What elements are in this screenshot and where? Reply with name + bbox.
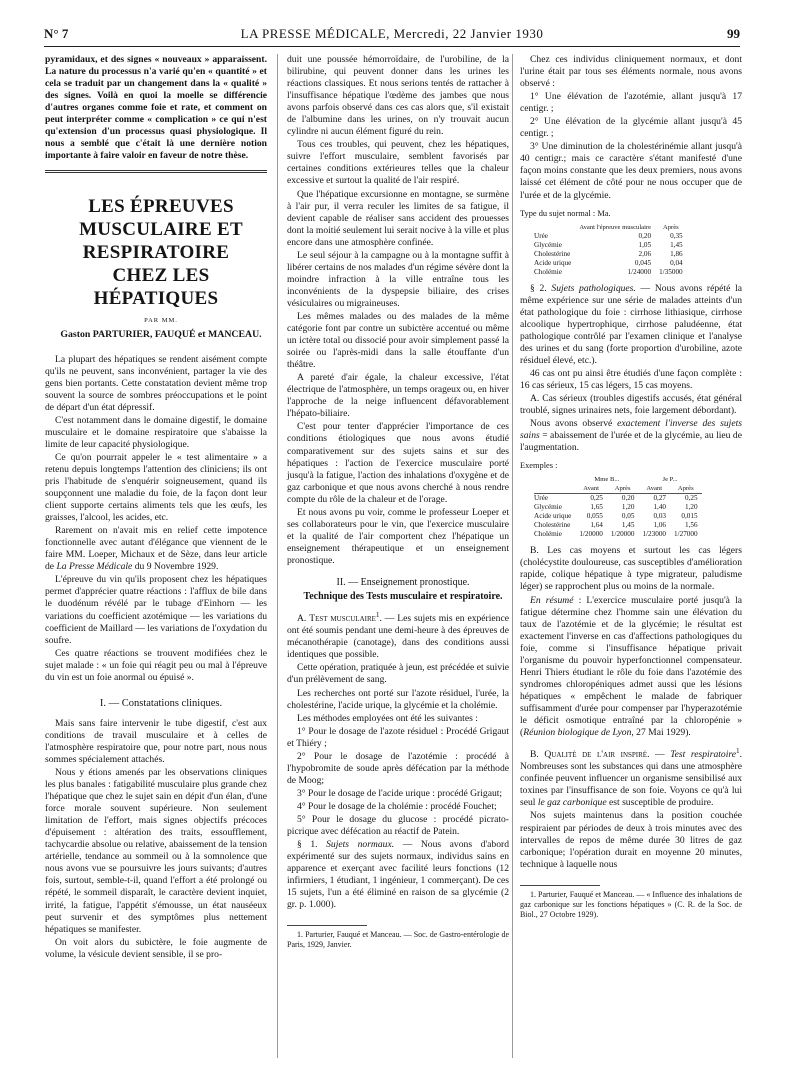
list-item: 1° Pour le dosage de l'azote résiduel : Procédé Grigaut et Thiéry ; <box>287 725 509 749</box>
table-row: Cholestérine 1,64 1,45 1,06 1,56 <box>534 521 698 530</box>
table-header: Avant <box>575 484 607 494</box>
table-row: Acide urique 0,055 0,05 0,03 0,015 <box>534 512 698 521</box>
paragraph: Ces quatre réactions se trouvent modifiées chez le sujet malade : « un foie qui réagit peu ou mal à l'épreuve du vin est un foie anormal ou épuisé ». <box>45 647 267 683</box>
column-1 <box>45 54 267 962</box>
column-rule-left <box>277 54 278 1058</box>
table-row: Acide urique 0,045 0,04 <box>534 258 683 267</box>
article-title-line-2: MUSCULAIRE ET RESPIRATOIRE <box>79 219 243 264</box>
list-item: 1° Une élévation de l'azotémie, allant jusqu'à 17 centigr. ; <box>520 91 742 115</box>
intro-paragraph: pyramidaux, et des signes « nouveaux » apparaissent. La nature du processus n'a varié qu'en « quantité » et cela se traduit par un changement dans la « qualité » des signes. Voilà en quoi la moelle se différencie d'autres organes comme foie et rate, et comment on peut interpréter comme « complication » ce qui n'est qu'extension d'un processus quasi physiologique. Il nous a semblé que c'était là une dernière notion importante à faire valoir en faveur de notre thèse. <box>45 54 267 162</box>
paragraph: Chez ces individus cliniquement normaux, et dont l'urine était par tous ses éléments normale, nous avons observé : <box>520 54 742 90</box>
article-title-line-3: CHEZ LES HÉPATIQUES <box>93 265 219 310</box>
list-item: 2° Pour le dosage de l'azotémie : procédé à l'hypobromite de soude après défécation par la méthode de Moog; <box>287 750 509 786</box>
paragraph: A. Cas sérieux (troubles digestifs accusés, état général troublé, signes urinaires nets, foie largement débordant). <box>520 393 742 417</box>
table-row: Cholestérine 2,06 1,86 <box>534 249 683 258</box>
table-caption: Exemples : <box>520 461 558 471</box>
column-2 <box>287 54 509 950</box>
paragraph: Que l'hépatique excursionne en montagne, se surmène à l'air pur, il verra reculer les limites de sa fatigue, il devient capable de réaliser sans accident des prouesses dont la moitié seulement lui serait nocive à la ville et plus encore dans une atmosphère confinée. <box>287 188 509 248</box>
page-number: 99 <box>727 26 740 41</box>
table-header: Après <box>662 223 679 231</box>
paragraph: Mais sans faire intervenir le tube digestif, c'est aux conditions de travail musculaire et à celles de l'atmosphère respiratoire que, pour notre part, nous nous sommes spécialement attachés. <box>45 717 267 765</box>
table-header: Après <box>670 484 702 494</box>
table-group-header: Mme B... <box>594 476 620 484</box>
list-item: 4° Pour le dosage de la cholémie : procédé Fouchet; <box>297 800 497 812</box>
paragraph: Les recherches ont porté sur l'azote résiduel, l'urée, la cholestérine, l'acide urique, la glycémie et la cholémie. <box>287 687 509 711</box>
issue-number: N° 7 <box>44 26 69 41</box>
paragraph: L'épreuve du vin qu'ils proposent chez les hépatiques permet d'apprécier quatre réactions : l'afflux de bile dans le duodénum révélé par le tubage d'Einhorn — les variations du coefficient azotémique — les variations du coefficient de Maillard — les variations de l'oxydation du soufre. <box>45 574 267 646</box>
list-item: 3° Une diminution de la cholestérinémie allant jusqu'à 40 centigr.; mais ce caractère s'étant manifesté d'une façon moins constante que les deux premiers, nous avons laissé cet élément de côté pour ne nous occuper que de l'urée et de la glycémie. <box>520 141 742 201</box>
paragraph: Rarement on n'avait mis en relief cette impotence fonctionnelle avec autant d'élégance que viennent de le faire MM. Loeper, Michaux et de Sèze, dans leur article de La Presse Médicale du 9 Novembre 1929. <box>45 525 267 573</box>
paragraph: B. Les cas moyens et surtout les cas légers (cholécystite douloureuse, cas susceptibles d'amélioration rapide, colique hépatique à type migrateur, paludisme léger) se rapprochent plus ou moins de la normale. <box>520 545 742 593</box>
paragraph: Et nous avons pu voir, comme le professeur Loeper et ses collaborateurs pour le vin, que l'exercice musculaire et la qualité de l'air comportent chez l'hépatique un enseignement thérapeutique et un enseignement pronostique. <box>287 506 509 566</box>
table-row: Cholémie 1/20000 1/20000 1/23000 1/27000 <box>534 530 698 539</box>
paragraph: Ce qu'on pourrait appeler le « test alimentaire » a retenu depuis longtemps l'attention des cliniciens; ils ont pris l'habitude de s'enquérir soigneusement, quand ils soupçonnent une maladie du foie, de la façon dont leur client supporte certains aliments tels que les œufs, les graisses, l'alcool, les acides, etc. <box>45 451 267 524</box>
footnote: 1. Parturier, Fauqué et Manceau. — « Influence des inhalations de gaz carbonique sur les fonctions hépatiques » (C. R. de la Soc. de Biol., 27 Octobre 1929). <box>520 889 742 919</box>
list-item: 5° Pour le dosage du glucose : procédé picrato-picrique avec défécation au réactif de Patein. <box>287 814 509 838</box>
paragraph: En résumé : L'exercice musculaire porté jusqu'à la fatigue détermine chez l'homme sain une élévation du taux de l'azotémie et de la glycémie; le résultat est exactement l'inverse en cas d'affections pathologiques du foie, comme si l'insuffisance hépatique privait l'organisme du pouvoir hyperfonctionnel compensateur. Henri Thiers étudiant le rôle du foie dans l'azotémie des syndromes chloropéniques admet aussi que les lésions hépatiques « empêchent le malade de fabriquer suffisamment d'urée pour compenser par l'hyperazotémie le déficit osmotique entraîné par la chloropénie » (Réunion biologique de Lyon, 27 Mai 1929). <box>520 594 742 739</box>
footnote-rule <box>520 885 600 886</box>
normal-subject-table <box>534 223 687 277</box>
paragraph: On voit alors du subictère, le foie augmente de volume, la vésicule devient sensible, il se pro- <box>45 936 267 960</box>
footnote-rule <box>287 925 367 926</box>
paragraph: C'est notamment dans le domaine digestif, le domaine musculaire et le domaine respiratoire que s'abaisse la limite de leur capacité physiologique. <box>45 414 267 450</box>
table-header: Avant <box>638 484 670 494</box>
byline-par: PAR MM. <box>144 317 178 325</box>
paragraph: B. Qualité de l'air inspiré. — Test respiratoire$^1$. Nombreuses sont les substances qui dans une atmosphère confinée peuvent influencer un organisme sensibilisé aux toxines par l'insuffisance de son foie. Voyons ce qu'à lui seul le gaz carbonique est susceptible de produire. <box>520 747 742 809</box>
table-header: Avant l'épreuve musculaire <box>579 223 652 231</box>
section-heading: I. — Constatations cliniques. <box>99 697 223 709</box>
table-row: Urée 0,25 0,20 0,27 0,25 <box>534 494 698 503</box>
page-header <box>44 24 740 44</box>
paragraph: A pareté d'air égale, la chaleur excessive, l'état électrique de l'atmosphère, un temps orageux ou, en hiver l'approche de la neige influencent défavorablement l'hépato-biliaire. <box>287 372 509 420</box>
footnote-marker: 1 <box>736 747 740 756</box>
table-header: Après <box>607 484 639 494</box>
paragraph: C'est pour tenter d'apprécier l'importance de ces conditions étiologiques que nous avons étudié comparativement sur des sujets sains et sur des hépatiques : l'action de l'exercice musculaire porté jusqu'à la fatigue, l'action des inhalations d'oxygène et de gaz carbonique et que nous avons cherché à nous rendre compte du rôle de la chaleur et de l'orage. <box>287 421 509 505</box>
list-item: 2° Une élévation de la glycémie allant jusqu'à 45 centigr. ; <box>520 116 742 140</box>
footnote-marker: 1 <box>375 611 380 620</box>
pathological-examples-table <box>534 475 702 539</box>
journal-reference: La Presse Médicale <box>56 561 133 573</box>
table-row: Urée 0,20 0,35 <box>534 231 683 240</box>
paragraph: Tous ces troubles, qui peuvent, chez les hépatiques, suivre l'effort musculaire, semblent favorisés par certaines conditions extérieures telles que la chaleur excessive et surtout la qualité de l'air respiré. <box>287 139 509 187</box>
section-subheading: Technique des Tests musculaire et respiratoire. <box>303 591 503 603</box>
paragraph: Nous avons observé exactement l'inverse des sujets sains = abaissement de l'urée et de la glycémie, au lieu de l'augmentation. <box>520 418 743 454</box>
column-3 <box>520 54 742 920</box>
authors: Gaston PARTURIER, FAUQUÉ et MANCEAU. <box>60 329 262 341</box>
section-heading: II. — Enseignement pronostique. <box>336 576 470 588</box>
paragraph: 46 cas ont pu ainsi être étudiés d'une façon complète : 16 cas sérieux, 15 cas légers, 15 cas moyens. <box>520 367 742 391</box>
paragraph: Nos sujets maintenus dans la position couchée respiraient par périodes de deux à trois minutes avec des intervalles de repos de même durée 30 litres de gaz carbonique; l'opération durait en moyenne 20 minutes, technique à laquelle nous <box>520 810 742 870</box>
paragraph: Cette opération, pratiquée à jeun, est précédée et suivie d'un prélèvement de sang. <box>287 662 509 686</box>
article-separator <box>45 170 267 173</box>
table-caption: Type du sujet normal : Ma. <box>520 208 611 218</box>
paragraph: Nous y étions amenés par les observations cliniques les plus banales : fatigabilité musculaire plus grande chez l'hépatique que chez le sujet sain en dépit d'un élan, d'une force morale souvent supérieure. Non seulement limitation de l'effort, mais signes objectifs précoces d'épuisement : altération des traits, essoufflement, tachycardie absolue ou relative, abaissement de la tension artérielle, tendance au sommeil ou à la somnolence que nous avons vue se poursuivre les jours suivants; d'autres fois, surtout, semble-t-il, quand l'effort a été prolongé ou répété, le sommeil disparaît, le caractère devient inquiet, irrité, la fatigue, l'appétit s'émousse, un état nauséeux peut survenir et des symptômes plus nettement hépatiques se manifester. <box>45 767 267 935</box>
column-rule-right <box>512 54 513 1058</box>
table-group-header: Je P... <box>662 476 678 484</box>
paragraph: § 2. Sujets pathologiques. — Nous avons répété la même expérience sur une série de malades atteints d'un état pathologique du foie : cirrhose lithiasique, cirrhose alcoolique hypertrophique, cirrhose paludéenne, état pathologique contrôlé par l'examen clinique et l'analyse des urines et du sang (forte proportion d'urobiline, azote résiduel élevé, etc.). <box>520 282 742 366</box>
paragraph: Le seul séjour à la campagne ou à la montagne suffit à libérer certains de nos malades d'un régime sévère dont la moindre infraction à la ville entraîne tous les inconvénients de la dyspepsie biliaire, des crises vésiculaires ou migraineuses. <box>287 249 509 309</box>
table-row: Glycémie 1,05 1,45 <box>534 240 683 249</box>
paragraph: La plupart des hépatiques se rendent aisément compte qu'ils ne peuvent, sans inconvénient, partager la vie des gens bien portants. Cette constatation devient même trop souvent la source de sombres préoccupations et le point de départ d'un état dépressif. <box>45 353 267 413</box>
list-item: 3° Pour le dosage de l'acide urique : procédé Grigaut; <box>297 787 503 799</box>
paragraph: A. Test musculaire$^1$. — Les sujets mis en expérience ont été soumis pendant une demi-heure à des épreuves de mécanothérapie (canotage), dans des conditions aussi identiques que possible. <box>287 611 509 661</box>
journal-title: LA PRESSE MÉDICALE, Mercredi, 22 Janvier 1930 <box>240 26 544 41</box>
header-rule <box>44 46 740 47</box>
paragraph: § 1. Sujets normaux. — Nous avons d'abord expérimenté sur des sujets normaux, individus sains en apparence et exerçant avec facilité leurs fonctions (12 infirmiers, 1 étudiant, 1 ingénieur, 1 commerçant). De ces 15 sujets, l'un a été éliminé en raison de sa glycémie (2 gr. p. 1.000). <box>287 839 509 911</box>
paragraph: Les mêmes malades ou des malades de la même catégorie font par contre un subictère accentué ou même un ictère total ou dissocié pour avoir simplement passé la soirée ou l'après-midi dans la salle étouffante d'un théâtre. <box>287 310 509 371</box>
article-title-line-1: LES ÉPREUVES <box>88 196 234 218</box>
paragraph: Les méthodes employées ont été les suivantes : <box>297 712 478 724</box>
table-row: Glycémie 1,65 1,20 1,40 1,20 <box>534 503 698 512</box>
paragraph: duit une poussée hémorroïdaire, de l'urobiline, de la bilirubine, qui peuvent donner dans les urines les réactions classiques. Et nous serions tentés de rattacher à l'insuffisance hépatique l'œdème des jambes que nous avons parfois observé dans ces cas alors que, s'il existait de l'albumine dans les urines, on n'y trouvait aucun cylindre ni aucun élément figuré du rein. <box>287 54 509 138</box>
table-row: Cholémie 1/24000 1/35000 <box>534 267 683 276</box>
footnote: 1. Parturier, Fauqué et Manceau. — Soc. de Gastro-entérologie de Paris, 1929, Janvier. <box>287 930 509 950</box>
